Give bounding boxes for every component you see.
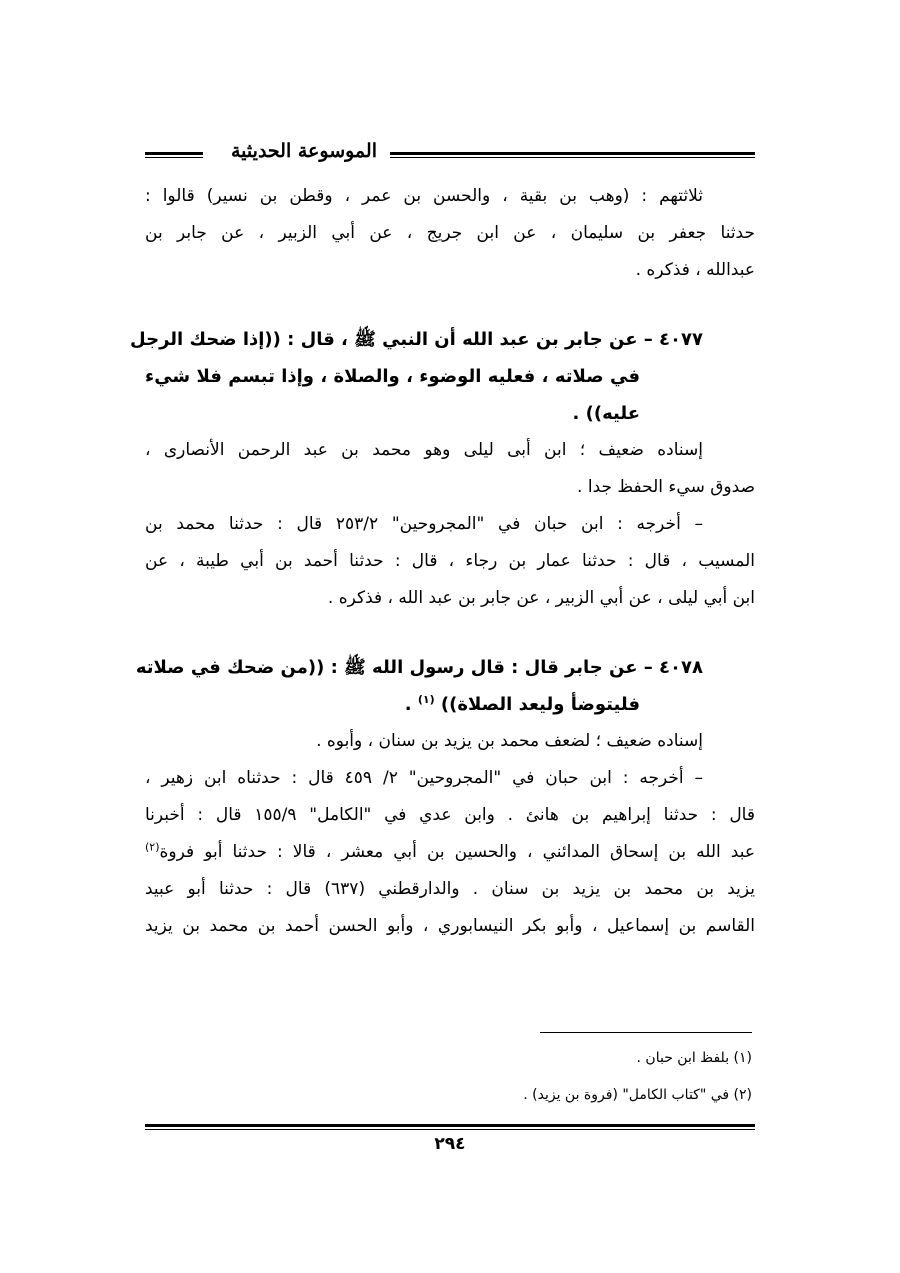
text-line: ابن أبي ليلى ، عن أبي الزبير ، عن جابر بن عبد الله ، فذكره . <box>327 588 755 608</box>
footer-rule <box>145 1124 755 1130</box>
footnote-2: (٢) في "كتاب الكامل" (فروة بن يزيد) . <box>523 1087 752 1103</box>
text-line: قال : حدثنا إبراهيم بن هانئ . وابن عدي في "الكامل" ١٥٥/٩ قال : أخبرنا <box>145 805 755 825</box>
text-line: يزيد بن محمد بن يزيد بن سنان . والدارقطني (٦٣٧) قال : حدثنا أبو عبيد <box>145 879 755 899</box>
text-line-content: عبد الله بن إسحاق المدائني ، والحسين بن أبي معشر ، قالا : حدثنا أبو فروة <box>159 842 755 862</box>
footnote-ref-1: (١) <box>417 693 435 706</box>
footnote-1: (١) بلفظ ابن حبان . <box>636 1050 752 1066</box>
header-rule-left <box>145 152 203 158</box>
hadith-text-line: عليه)) . <box>572 403 640 424</box>
text-line: المسيب ، قال : حدثنا عمار بن رجاء ، قال : حدثنا أحمد بن أبي طيبة ، عن <box>145 551 755 571</box>
header-title: الموسوعة الحديثية <box>231 140 377 162</box>
text-line: القاسم بن إسماعيل ، وأبو بكر النيسابوري ، وأبو الحسن أحمد بن محمد بن يزيد <box>145 916 755 936</box>
page-number: ٢٩٤ <box>434 1134 466 1154</box>
text-line: حدثنا جعفر بن سليمان ، عن ابن جريج ، عن أبي الزبير ، عن جابر بن <box>145 223 755 243</box>
hadith-text-line: في صلاته ، فعليه الوضوء ، والصلاة ، وإذا تبسم فلا شيء <box>145 366 640 387</box>
takhrij-line: – أخرجه : ابن حبان في "المجروحين" ٢٥٣/٢ قال : حدثنا محمد بن <box>145 514 703 534</box>
hadith-text: فليتوضأ وليعد الصلاة)) <box>440 694 640 715</box>
text-line: صدوق سيء الحفظ جدا . <box>577 477 755 497</box>
hadith-heading-4078: ٤٠٧٨ – عن جابر قال : قال رسول الله ﷺ : ((من ضحك في صلاته <box>135 657 703 678</box>
header-rule-right <box>390 152 755 158</box>
isnad-grade-line: إسناده ضعيف ؛ لضعف محمد بن يزيد بن سنان ، وأبوه . <box>316 731 703 751</box>
page-body <box>130 178 755 945</box>
text-line: ثلاثتهم : (وهب بن بقية ، والحسن بن عمر ، وقطن بن نسير) قالوا : <box>145 186 703 206</box>
footnote-ref-2: (٢) <box>145 840 160 854</box>
footnote-separator <box>540 1032 752 1033</box>
takhrij-line: – أخرجه : ابن حبان في "المجروحين" ٢/ ٤٥٩ قال : حدثناه ابن زهير ، <box>145 768 703 788</box>
running-header <box>145 140 755 174</box>
line-end-dot: . <box>404 694 412 715</box>
text-line: عبدالله ، فذكره . <box>635 260 755 280</box>
hadith-heading-4077: ٤٠٧٧ – عن جابر بن عبد الله أن النبي ﷺ ، قال : ((إذا ضحك الرجل <box>130 329 703 350</box>
isnad-grade-line: إسناده ضعيف ؛ ابن أبى ليلى وهو محمد بن عبد الرحمن الأنصارى ، <box>145 440 703 460</box>
text-line <box>145 834 755 871</box>
hadith-text-line <box>145 686 755 723</box>
